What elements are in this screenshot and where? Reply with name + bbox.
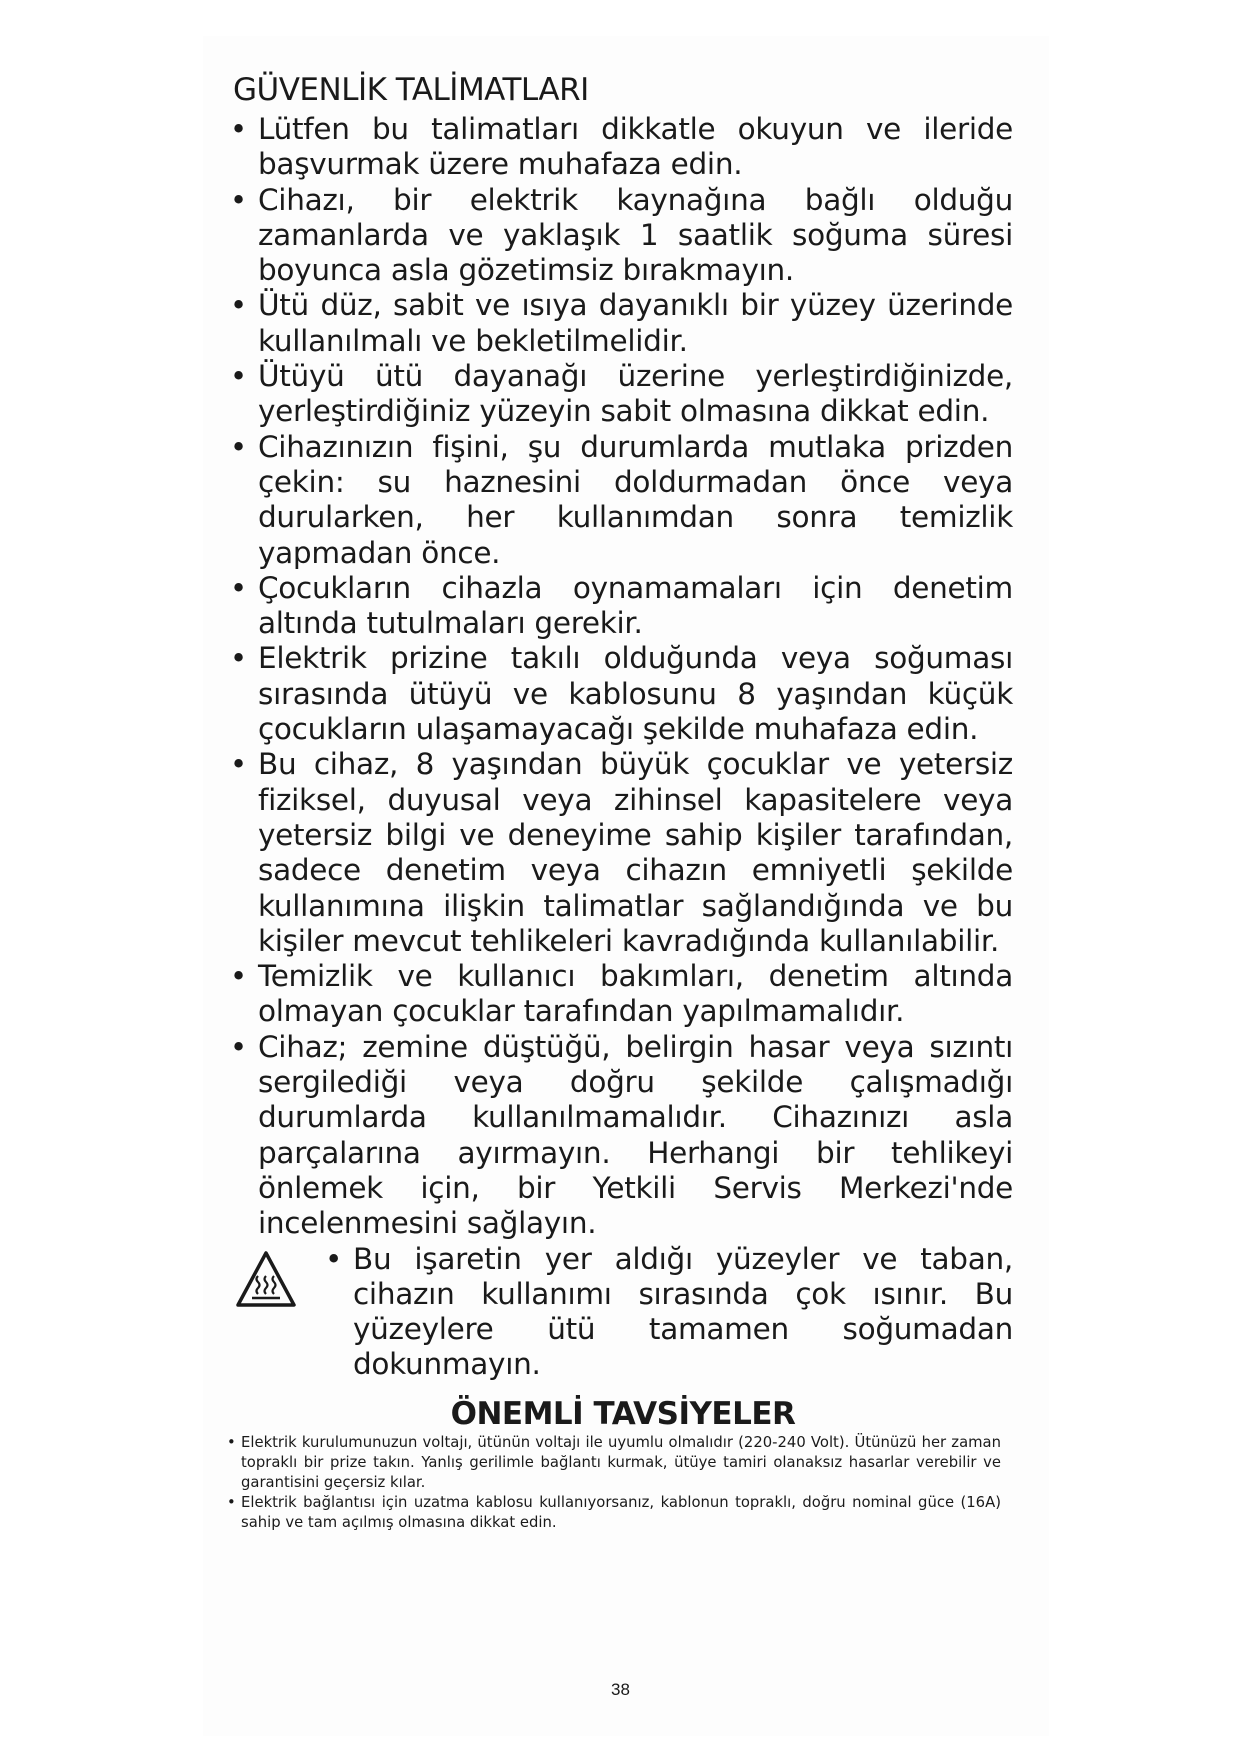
safety-item: • Cihazı, bir elektrik kaynağına bağlı olduğu zamanlarda ve yaklaşık 1 saatlik soğuma süresi boyunca asla gözetimsiz bırakmayın.: [233, 183, 1013, 289]
warning-text: • Bu işaretin yer aldığı yüzeyler ve taban, cihazın kullanımı sırasında çok ısınır. Bu yüzeylere ütü tamamen soğumadan dokunmayın.: [328, 1242, 1013, 1383]
safety-item: • Ütü düz, sabit ve ısıya dayanıklı bir yüzey üzerinde kullanılmalı ve bekletilmelidir.: [233, 288, 1013, 359]
safety-item: • Bu cihaz, 8 yaşından büyük çocuklar ve yetersiz fiziksel, duyusal veya zihinsel kapasitelere veya yetersiz bilgi ve deneyime sahip kişiler tarafından, sadece denetim veya cihazın emniyetli şekilde kullanımına ilişkin talimatlar sağlandığında ve bu kişiler mevcut tehlikeleri kavradığında kullanılabilir.: [233, 747, 1013, 959]
safety-item: • Temizlik ve kullanıcı bakımları, denetim altında olmayan çocuklar tarafından yapılmamalıdır.: [233, 959, 1013, 1030]
safety-item: • Lütfen bu talimatları dikkatle okuyun ve ileride başvurmak üzere muhafaza edin.: [233, 112, 1013, 183]
section-title: GÜVENLİK TALİMATLARI: [233, 72, 589, 108]
recommendation-item: • Elektrik bağlantısı için uzatma kablosu kullanıyorsanız, kablonun topraklı, doğru nominal güce (16A) sahip ve tam açılmış olmasına dikkat edin.: [227, 1493, 1001, 1533]
hot-surface-icon: [235, 1250, 297, 1308]
page-number: 38: [611, 1680, 630, 1699]
recommendation-item: • Elektrik kurulumunuzun voltajı, ütünün voltajı ile uyumlu olmalıdır (220-240 Volt). Ütünüzü her zaman topraklı bir prize takın. Yanlış gerilimle bağlantı kurmak, ütüye tamiri olanaksız hasarlar verebilir ve garantisini geçersiz kılar.: [227, 1433, 1001, 1493]
safety-item: • Elektrik prizine takılı olduğunda veya soğuması sırasında ütüyü ve kablosunu 8 yaşından küçük çocukların ulaşamayacağı şekilde muhafaza edin.: [233, 641, 1013, 747]
safety-item: • Çocukların cihazla oynamamaları için denetim altında tutulmaları gerekir.: [233, 571, 1013, 642]
safety-item: • Cihazınızın fişini, şu durumlarda mutlaka prizden çekin: su haznesini doldurmadan önce veya durularken, her kullanımdan sonra temizlik yapmadan önce.: [233, 430, 1013, 571]
recommendations-title: ÖNEMLİ TAVSİYELER: [450, 1395, 796, 1432]
safety-item: • Cihaz; zemine düştüğü, belirgin hasar veya sızıntı sergilediği veya doğru şekilde çalışmadığı durumlarda kullanılmamalıdır. Cihazınızı asla parçalarına ayırmayın. Herhangi bir tehlikeyi önlemek için, bir Yetkili Servis Merkezi'nde incelenmesini sağlayın.: [233, 1030, 1013, 1242]
safety-item: • Ütüyü ütü dayanağı üzerine yerleştirdiğinizde, yerleştirdiğiniz yüzeyin sabit olmasına dikkat edin.: [233, 359, 1013, 430]
document-content: [233, 70, 1013, 1533]
recommendations-list: [227, 1433, 1001, 1533]
safety-list: [233, 112, 1013, 1242]
hot-surface-warning: [233, 1242, 1013, 1383]
